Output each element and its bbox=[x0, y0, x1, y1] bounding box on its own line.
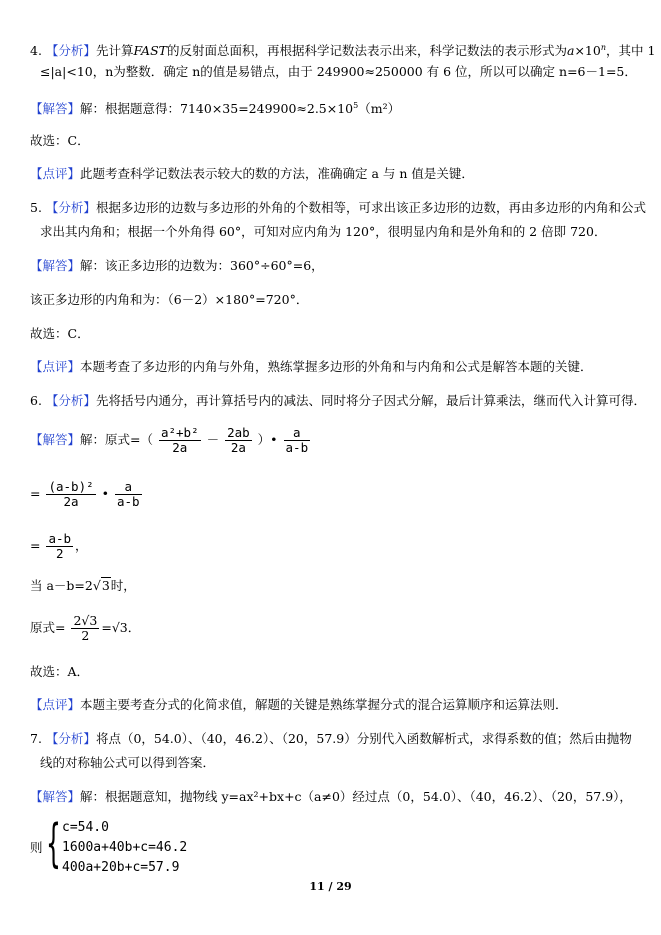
q5-solution-tag: 【解答】 bbox=[30, 258, 81, 273]
q4-comment: 【点评】此题考查科学记数法表示较大的数的方法，准确确定 a 与 n 值是关键． bbox=[30, 166, 474, 181]
q7-equation-3: 400a+20b+c=57.9 bbox=[62, 860, 180, 875]
q5-comment-tag: 【点评】 bbox=[30, 359, 81, 374]
q6-comment: 【点评】本题主要考查分式的化简求值，解题的关键是熟练掌握分式的混合运算顺序和运算法则． bbox=[30, 697, 568, 712]
fraction: $\frac{a}{a-b}$ bbox=[285, 425, 309, 455]
q5-number: 5. bbox=[30, 200, 42, 215]
page-number: 11 / 29 bbox=[309, 880, 352, 893]
q6-comment-tag: 【点评】 bbox=[30, 697, 81, 712]
q6-analysis-tag: 【分析】 bbox=[45, 393, 96, 408]
q6-number: 6. bbox=[30, 393, 42, 408]
fraction: $\frac{2ab}{2a}$ bbox=[227, 425, 250, 455]
q7-number: 7. bbox=[30, 731, 42, 746]
q5-angle-sum: 该正多边形的内角和为：（6－2）×180°=720°． bbox=[30, 292, 309, 307]
q6-choice: 故选：A． bbox=[30, 664, 90, 679]
q6-step3: = $\frac{a-b}{2}$ ， bbox=[30, 531, 88, 561]
q7-equation-1: c=54.0 bbox=[62, 820, 109, 835]
q6-result: 原式= $\frac{2√3}{2}$ =√3． bbox=[30, 613, 141, 643]
q7-then: 则 bbox=[30, 840, 43, 855]
q6-analysis: 6. 【分析】先将括号内通分，再计算括号内的减法、同时将分子因式分解，最后计算乘法，继而代入计算可得． bbox=[30, 393, 646, 408]
q7-analysis-tag: 【分析】 bbox=[45, 731, 96, 746]
fraction: $\frac{a-b}{2}$ bbox=[48, 531, 72, 561]
q4-comment-tag: 【点评】 bbox=[30, 166, 81, 181]
fraction: $\frac{\text{(a-b)²}}{2a}$ bbox=[48, 479, 94, 509]
q6-solution-tag: 【解答】 bbox=[30, 432, 81, 447]
q4-analysis-tag: 【分析】 bbox=[45, 43, 96, 59]
fraction: $\frac{\text{a²+b²}}{2a}$ bbox=[160, 425, 199, 455]
system-brace: { bbox=[46, 814, 61, 874]
q5-analysis-line1: 5. 【分析】根据多边形的边数与多边形的外角的个数相等，可求出该正多边形的边数，再由多边形的内角和公式 bbox=[30, 200, 646, 215]
q6-when: 当 a－b=2√3时， bbox=[30, 578, 136, 593]
q7-equation-2: 1600a+40b+c=46.2 bbox=[62, 840, 188, 855]
q5-solution: 【解答】解：该正多边形的边数为：360°÷60°=6， bbox=[30, 258, 324, 273]
fraction: $\frac{a}{a-b}$ bbox=[116, 479, 140, 509]
q4-solution: 【解答】解：根据题意得：$7140\times 35=249900\approx 2.5\times 10^5(m^2)$ bbox=[30, 101, 401, 117]
q5-analysis-tag: 【分析】 bbox=[45, 200, 96, 215]
fraction: $\frac{2√3}{2}$ bbox=[73, 613, 98, 643]
q7-solution: 【解答】解：根据题意知，抛物线 y=ax²+bx+c（a≠0）经过点（0，54.0）、（40，46.2）、（20，57.9）， bbox=[30, 789, 632, 804]
q4-analysis-line1: 4. 【分析】先计算FAST的反射面总面积，再根据科学记数法表示出来，科学记数法的表示形式为$a\times 10^n$，其中 1 bbox=[30, 43, 656, 59]
q7-analysis-line1: 7. 【分析】将点（0，54.0）、（40，46.2）、（20，57.9）分别代入函数解析式，求得系数的值；然后由抛物 bbox=[30, 731, 632, 746]
q6-solution-expr: 【解答】解：原式=（ $\frac{\text{a²+b²}}{2a}$ － $\frac{2ab}{2a}$ ）• $\frac{a}{a-b}$ bbox=[30, 425, 309, 455]
q4-analysis-line2: ≤|a|<10，n为整数．确定 n的值是易错点，由于 249900≈250000 有 6 位，所以可以确定 n=6－1=5． bbox=[40, 64, 637, 79]
q7-solution-tag: 【解答】 bbox=[30, 789, 81, 804]
q7-analysis-line2: 线的对称轴公式可以得到答案． bbox=[40, 755, 216, 770]
q4-number: 4. bbox=[30, 43, 42, 59]
q5-comment: 【点评】本题考查了多边形的内角与外角，熟练掌握多边形的外角和与内角和公式是解答本题的关键． bbox=[30, 359, 593, 374]
q6-step2: = $\frac{\text{(a-b)²}}{2a}$ • $\frac{a}{a-b}$ bbox=[30, 479, 140, 509]
q4-solution-tag: 【解答】 bbox=[30, 101, 81, 117]
q5-analysis-line2: 求出其内角和；根据一个外角得 60°，可知对应内角为 120°，很明显内角和是外角和的 2 倍即 720． bbox=[40, 224, 607, 239]
q5-choice: 故选：C． bbox=[30, 326, 90, 341]
q4-choice: 故选：C． bbox=[30, 133, 90, 148]
